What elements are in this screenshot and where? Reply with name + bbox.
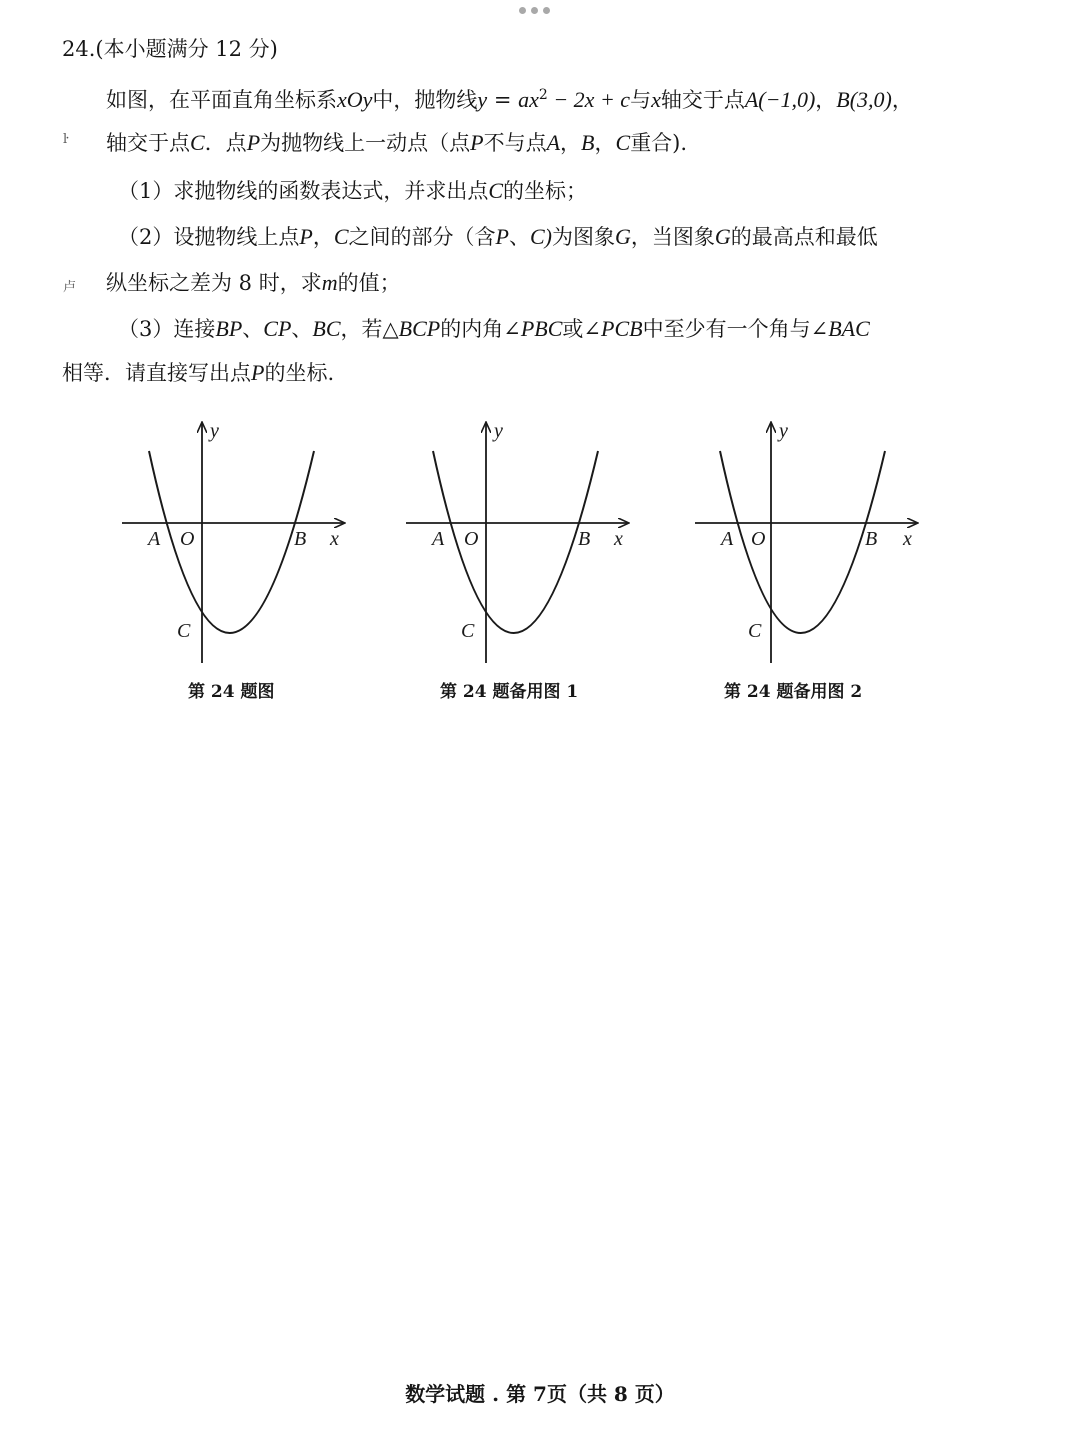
intro-line-1 (106, 80, 913, 115)
edge-mark: ŀ (63, 132, 68, 147)
intro-line-2 (106, 128, 687, 158)
origin-label: O (180, 528, 195, 550)
point-a: A(−1,0) (744, 87, 816, 112)
var-c: C) (529, 224, 552, 249)
part-3-text: （3）连接 (118, 317, 216, 341)
point-b-label: B (294, 528, 307, 550)
part-2-line-2 (106, 268, 401, 298)
part-2-text: （2）设抛物线上点 (118, 225, 300, 249)
part-3-line-2 (62, 358, 334, 388)
var-p: P (251, 360, 265, 385)
var-g: G (614, 224, 631, 249)
part-2-text: 纵坐标之差为 8 时，求 (106, 271, 322, 295)
intro-text: 轴交于点 (660, 88, 745, 112)
point-b: B(3,0) (836, 87, 892, 112)
parabola-graph (691, 415, 931, 675)
part-3 (118, 314, 870, 344)
y-label: y (779, 420, 788, 442)
angle-bac: BAC (828, 316, 870, 341)
part-3-text: 的内角∠ (440, 317, 521, 341)
equation-ax: ax (518, 87, 539, 112)
comma: ， (560, 131, 582, 155)
part-2-text: 、 (508, 225, 530, 249)
x-label: x (903, 528, 912, 550)
part-2-text: ，当图象 (630, 225, 715, 249)
equation-y: y (477, 87, 488, 112)
intro-text: ．点 (204, 131, 247, 155)
triangle-bcp: BCP (398, 316, 441, 341)
var-c: C (488, 178, 504, 203)
dot (519, 7, 526, 14)
part-1-text: （1）求抛物线的函数表达式，并求出点 (118, 179, 489, 203)
figure-main (118, 415, 358, 679)
origin-label: O (751, 528, 766, 550)
equation-rest: − 2x + c (547, 87, 631, 112)
part-1-text: 的坐标； (503, 179, 588, 203)
intro-text: 不与点 (483, 131, 547, 155)
intro-text: 如图，在平面直角坐标系 (106, 88, 337, 112)
parabola-graph (402, 415, 642, 675)
intro-text: 为抛物线上一动点（点 (260, 131, 471, 155)
part-2 (118, 222, 878, 252)
origin-label: O (464, 528, 479, 550)
point-c-label: C (748, 620, 762, 642)
figure-caption: 第 24 题图 (188, 682, 275, 702)
segment-bp: BP (215, 316, 243, 341)
part-2-text: 的最高点和最低 (730, 225, 878, 249)
edge-mark: 卢 (63, 280, 77, 295)
point-c-label: C (461, 620, 475, 642)
segment-bc: BC (312, 316, 341, 341)
part-3-text: 中至少有一个角与∠ (642, 317, 829, 341)
angle-pbc: PBC (520, 316, 563, 341)
var-c: C (190, 130, 205, 155)
comma: ， (815, 88, 837, 112)
figure-backup-1 (402, 415, 642, 679)
dot (543, 7, 550, 14)
more-dots-icon[interactable] (519, 7, 550, 14)
y-label: y (494, 420, 503, 442)
intro-text: 轴交于点 (106, 131, 190, 155)
point-a-label: A (148, 528, 161, 550)
var-p: P (495, 224, 509, 249)
part-2-text: 的值； (337, 271, 401, 295)
parabola-curve (720, 451, 885, 633)
comma: ， (891, 88, 913, 112)
part-2-text: 之间的部分（含 (348, 225, 496, 249)
comma: ， (594, 131, 616, 155)
point-b-label: B (865, 528, 878, 550)
var-c: C (615, 130, 631, 155)
x-label: x (330, 528, 339, 550)
page-footer: 数学试题 . 第 7页（共 8 页） (405, 1382, 675, 1406)
part-3-text: 相等．请直接写出点 (62, 361, 251, 385)
figure-caption: 第 24 题备用图 1 (440, 682, 579, 702)
angle-pcb: PCB (601, 316, 643, 341)
x-variable: x (651, 87, 661, 112)
part-3-text: 或∠ (562, 317, 602, 341)
var-p: P (246, 130, 261, 155)
intro-text: 重合). (630, 131, 688, 155)
equation-exponent: 2 (538, 87, 548, 103)
var-a: A (546, 130, 561, 155)
part-3-text: 的坐标. (264, 361, 335, 385)
equation-eq: = (487, 88, 519, 112)
part-1 (118, 176, 587, 206)
sep: 、 (242, 317, 264, 341)
intro-text: 中，抛物线 (372, 88, 478, 112)
segment-cp: CP (263, 316, 292, 341)
intro-text: 与 (630, 88, 652, 112)
parabola-curve (149, 451, 314, 633)
var-p: P (299, 224, 313, 249)
var-p: P (470, 130, 484, 155)
comma: ， (312, 225, 334, 249)
question-header: 24.(本小题满分 12 分) (62, 37, 278, 61)
coord-system: xOy (337, 87, 373, 112)
point-c-label: C (177, 620, 191, 642)
y-label: y (210, 420, 219, 442)
point-a-label: A (432, 528, 445, 550)
point-b-label: B (578, 528, 591, 550)
var-g: G (714, 224, 731, 249)
parabola-curve (433, 451, 598, 633)
point-a-label: A (721, 528, 734, 550)
var-m: m (321, 270, 338, 295)
part-2-text: 为图象 (551, 225, 615, 249)
part-3-text: ，若△ (340, 317, 399, 341)
x-label: x (614, 528, 623, 550)
figure-caption: 第 24 题备用图 2 (724, 682, 863, 702)
var-c: C (333, 224, 349, 249)
var-b: B (581, 130, 595, 155)
parabola-graph (118, 415, 358, 675)
sep: 、 (291, 317, 313, 341)
figure-backup-2 (691, 415, 931, 679)
dot (531, 7, 538, 14)
